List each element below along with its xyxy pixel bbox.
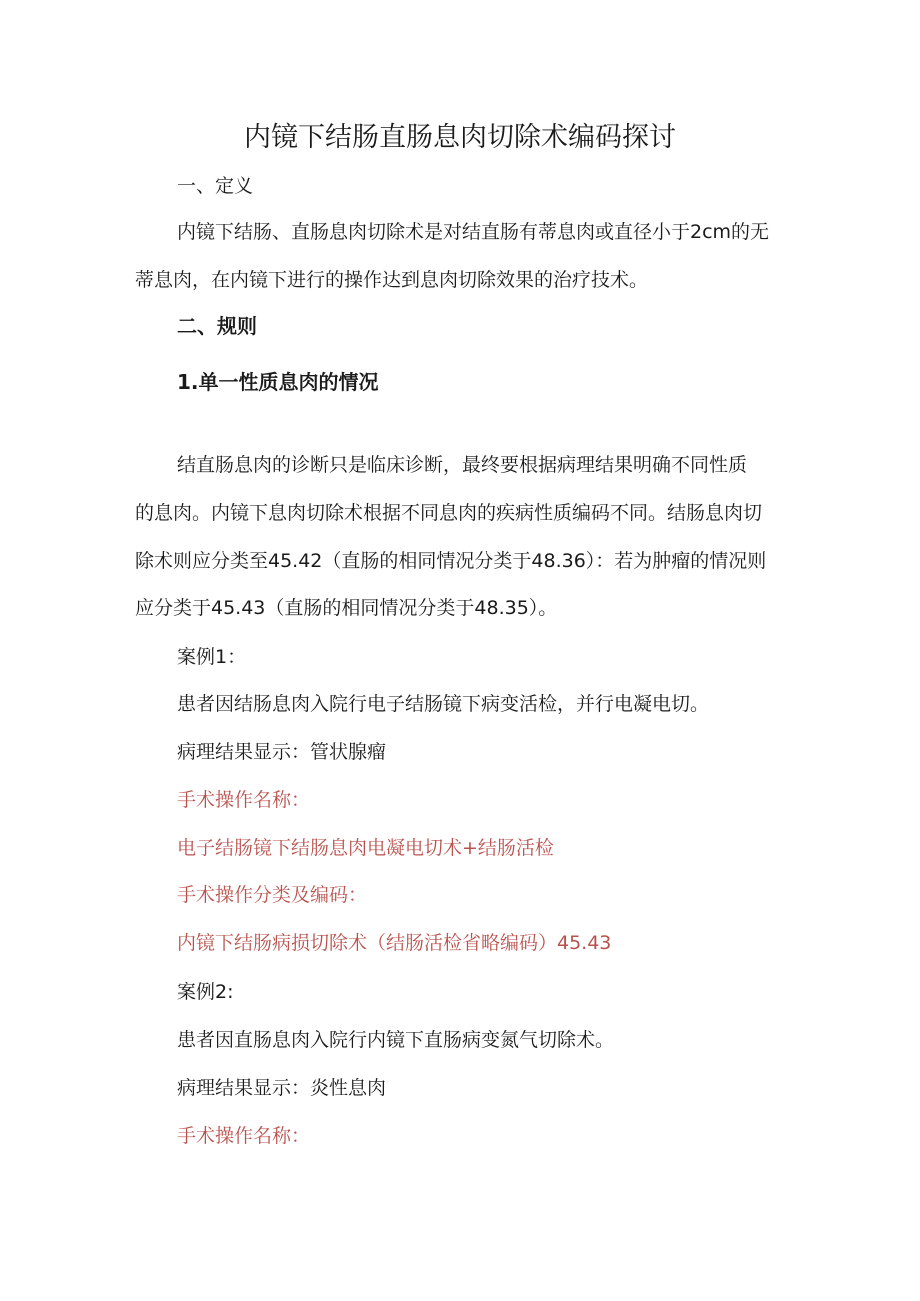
case2-label: 案例2: (177, 981, 234, 1003)
definition-paragraph-line: 内镜下结肠、直肠息肉切除术是对结直肠有蒂息肉或直径小于2cm的无 (177, 221, 770, 243)
case2-description: 患者因直肠息肉入院行内镜下直肠病变氮气切除术。 (177, 1029, 615, 1051)
rules-paragraph-line: 除术则应分类至45.42（直肠的相同情况分类于48.36）：若为肿瘤的情况则 (135, 550, 767, 572)
rules-paragraph-line: 结直肠息肉的诊断只是临床诊断，最终要根据病理结果明确不同性质 (177, 454, 748, 476)
rules-paragraph-line: 的息肉。内镜下息肉切除术根据不同息肉的疾病性质编码不同。结肠息肉切 (135, 502, 763, 524)
case1-label: 案例1： (177, 646, 247, 668)
rules-paragraph-line: 应分类于45.43（直肠的相同情况分类于48.35）。 (135, 597, 558, 619)
section-heading-definition: 一、定义 (177, 175, 254, 197)
case1-pathology: 病理结果显示：管状腺瘤 (177, 741, 387, 763)
case1-op-code: 内镜下结肠病损切除术（结肠活检省略编码）45.43 (177, 932, 612, 954)
document-title: 内镜下结肠直肠息肉切除术编码探讨 (244, 122, 676, 153)
case1-op-name: 电子结肠镜下结肠息肉电凝电切术+结肠活检 (177, 837, 554, 859)
case1-op-name-label: 手术操作名称： (177, 789, 311, 811)
case1-description: 患者因结肠息肉入院行电子结肠镜下病变活检，并行电凝电切。 (177, 693, 710, 715)
section-heading-rules: 二、规则 (177, 314, 257, 338)
case2-pathology: 病理结果显示：炎性息肉 (177, 1077, 387, 1099)
case2-op-name-label: 手术操作名称： (177, 1125, 311, 1147)
subheading-single-polyp: 1.单一性质息肉的情况 (177, 370, 379, 394)
case1-op-code-label: 手术操作分类及编码： (177, 884, 368, 906)
definition-paragraph-line: 蒂息肉，在内镜下进行的操作达到息肉切除效果的治疗技术。 (135, 269, 649, 291)
